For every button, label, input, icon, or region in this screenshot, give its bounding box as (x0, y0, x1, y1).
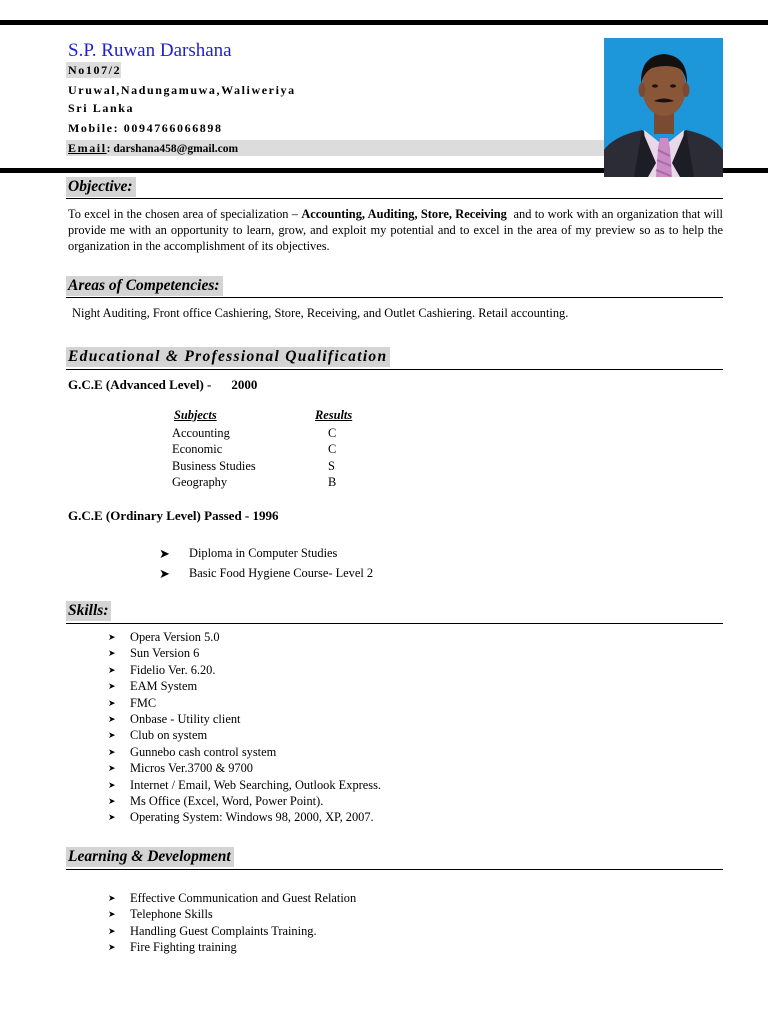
skill-label: Club on system (130, 728, 208, 743)
learning-list (108, 890, 357, 956)
email-address[interactable]: : darshana458@gmail.com (106, 143, 239, 155)
subject-item: Economic (172, 442, 223, 457)
list-item (108, 793, 381, 809)
skill-label: Ms Office (Excel, Word, Power Point). (130, 794, 324, 809)
learning-label: Effective Communication and Guest Relation (130, 891, 357, 905)
address-line-2: Uruwal,Nadungamuwa,Waliweriya (68, 83, 296, 97)
arrowhead-bullet-icon: ➤ (108, 763, 116, 774)
learning-label: Telephone Skills (130, 907, 213, 922)
result-item: C (328, 426, 337, 440)
skill-label: Operating System: Windows 98, 2000, XP, 2007. (130, 810, 374, 825)
list-item (159, 564, 374, 584)
list-item (108, 760, 381, 776)
profile-photo (604, 38, 723, 177)
objective-specialization: Accounting, Auditing, Store, Receiving (301, 207, 507, 221)
learning-label: Fire Fighting training (130, 940, 237, 955)
course-label: Diploma in Computer Studies (189, 546, 338, 560)
al-label: G.C.E (Advanced Level) - (68, 377, 212, 392)
arrowhead-bullet-icon: ➤ (108, 664, 116, 675)
arrowhead-bullet-icon: ➤ (159, 546, 170, 561)
arrowhead-bullet-icon: ➤ (108, 812, 116, 823)
education-heading: Educational & Professional Qualification (66, 347, 390, 367)
email-line (66, 140, 605, 156)
arrowhead-bullet-icon: ➤ (108, 714, 116, 725)
result-item: C (328, 442, 337, 457)
learning-label: Handling Guest Complaints Training. (130, 923, 317, 938)
list-item (108, 777, 382, 793)
profile-photo-graphic (604, 38, 723, 177)
email-label: Email (68, 141, 107, 155)
skill-label: Gunnebo cash control system (130, 744, 277, 759)
arrowhead-bullet-icon: ➤ (108, 730, 116, 741)
objective-text-start: To excel in the chosen area of specialization – (68, 207, 302, 221)
skill-label: Sun Version 6 (130, 646, 200, 661)
subject-item: Accounting (172, 426, 230, 440)
list-item (108, 923, 356, 939)
arrowhead-bullet-icon: ➤ (108, 796, 116, 807)
arrowhead-bullet-icon: ➤ (108, 942, 116, 953)
list-item (108, 711, 381, 727)
list-item (108, 629, 381, 645)
address-line-1: No107/2 (68, 63, 122, 77)
arrowhead-bullet-icon: ➤ (108, 779, 116, 790)
top-divider (0, 20, 768, 25)
objective-rule (66, 198, 723, 199)
subjects-header: Subjects (174, 408, 217, 422)
country: Sri Lanka (68, 101, 135, 115)
skills-list (108, 629, 382, 826)
competencies-heading: Areas of Competencies: (66, 276, 223, 296)
learning-heading: Learning & Development (66, 847, 234, 867)
skill-label: EAM System (130, 679, 198, 694)
arrowhead-bullet-icon: ➤ (108, 909, 116, 920)
list-item (108, 744, 381, 760)
course-label: Basic Food Hygiene Course- Level 2 (189, 565, 374, 580)
list-item (108, 678, 381, 694)
objective-heading: Objective: (66, 177, 136, 197)
list-item (108, 939, 356, 955)
arrowhead-bullet-icon: ➤ (108, 632, 116, 642)
list-item (108, 906, 356, 922)
skill-label: Internet / Email, Web Searching, Outlook Express. (130, 777, 382, 792)
objective-text-end: and to work with an organization that will provide me with an opportunity to learn, grow, and exploit my potential and to excel in the area of my preview so as to help the organization in the accomplishment of its objectives. (68, 207, 727, 254)
candidate-name: S.P. Ruwan Darshana (68, 40, 232, 61)
competencies-text: Night Auditing, Front office Cashiering, Store, Receiving, and Outlet Cashiering. Retail accounting. (72, 306, 569, 320)
skills-heading: Skills: (66, 601, 111, 621)
learning-rule (66, 869, 723, 870)
competencies-rule (66, 297, 723, 298)
skill-label: Opera Version 5.0 (130, 630, 220, 644)
education-rule (66, 369, 723, 370)
list-item (108, 890, 357, 906)
list-item (108, 695, 381, 711)
arrowhead-bullet-icon: ➤ (108, 746, 116, 757)
arrowhead-bullet-icon: ➤ (108, 893, 116, 903)
skill-label: Onbase - Utility client (130, 712, 241, 727)
skill-label: Fidelio Ver. 6.20. (130, 662, 216, 677)
list-item (159, 544, 373, 564)
al-qualification (68, 377, 257, 393)
list-item (108, 809, 381, 825)
list-item (108, 645, 381, 661)
mobile-number: Mobile: 0094766066898 (68, 121, 223, 135)
arrowhead-bullet-icon: ➤ (108, 681, 116, 692)
list-item (108, 662, 381, 678)
arrowhead-bullet-icon: ➤ (159, 565, 170, 581)
results-header: Results (315, 408, 353, 422)
ol-qualification: G.C.E (Ordinary Level) Passed - 1996 (68, 508, 279, 523)
skill-label: FMC (130, 695, 157, 710)
subject-item: Geography (172, 474, 228, 489)
arrowhead-bullet-icon: ➤ (108, 648, 116, 659)
al-year: 2000 (231, 377, 258, 392)
subjects-column (172, 425, 256, 490)
result-item: S (328, 458, 335, 473)
results-column (328, 425, 336, 490)
courses-list (159, 544, 374, 583)
objective-text (68, 206, 727, 255)
result-item: B (328, 474, 337, 489)
arrowhead-bullet-icon: ➤ (108, 925, 116, 936)
subject-item: Business Studies (172, 458, 256, 473)
skills-rule (66, 623, 723, 624)
arrowhead-bullet-icon: ➤ (108, 697, 116, 708)
list-item (108, 727, 381, 743)
skill-label: Micros Ver.3700 & 9700 (130, 761, 253, 776)
